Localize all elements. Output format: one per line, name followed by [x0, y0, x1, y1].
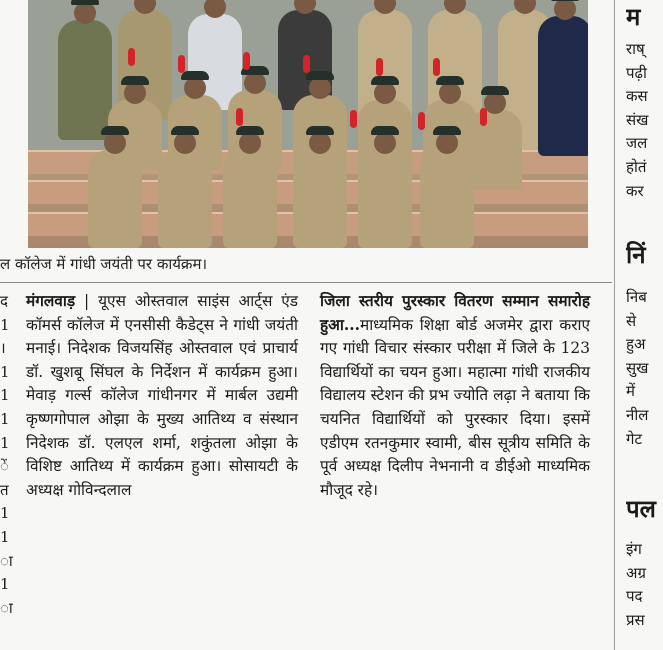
edge-char: 1 [0, 504, 10, 523]
beret-plume [178, 55, 185, 73]
text-line: प्रस [626, 610, 645, 629]
article-body: माध्यमिक शिक्षा बोर्ड अजमेर द्वारा कराए गए गांधी विचार संस्कार परीक्षा में जिले के 123 विद्यार्थियों का चयन हुआ। महात्मा गांधी राजकीय विद्यालय स्टेशन की प्रभ ज्योति लढ़ा ने बताया कि चयनित विद्यार्थियों को पुरस्कार दिया। इसमें एडीएम रतनकुमार स्वामी, बीस सूत्रीय समिति के पूर्व अध्यक्ष दिलीप नेभनानी व डीईओ माध्यमिक मौजूद रहे। [320, 315, 590, 499]
beret-plume [350, 110, 357, 128]
article-body: यूएस ओस्तवाल साइंस आर्ट्स एंड कॉमर्स कॉलेज में एनसीसी कैडेट्स ने गांधी जयंती मनाई। निदेशक विजयसिंह ओस्तवाल एवं प्राचार्य डॉ. खुशबू सिंघल के निर्देशन में कार्यक्रम हुआ। मेवाड़ गर्ल्स कॉलेज गांधीनगर में मार्बल उद्यमी कृष्णगोपाल ओझा के मुख्य आतिथ्य व संस्थान निदेशक डॉ. एलएल शर्मा, शकुंतला ओझा के विशिष्ट आतिथ्य में कार्यक्रम हुआ। सोसायटी के अध्यक्ष गोविन्दलाल [26, 292, 298, 499]
photo-cadet [293, 150, 347, 248]
photo-person [538, 16, 588, 156]
beret-plume [433, 58, 440, 76]
edge-char: । [0, 339, 6, 358]
text-line: हुअ [626, 335, 646, 354]
edge-char: ें [0, 457, 9, 476]
photo-cadet [158, 150, 212, 248]
edge-char: 1 [0, 527, 10, 546]
photo-cadet [420, 150, 474, 248]
text-line: राष् [626, 40, 645, 58]
photo-caption: ल कॉलेज में गांधी जयंती पर कार्यक्रम। [0, 255, 208, 273]
text-line: नील [626, 405, 649, 424]
text-line: अग्र [626, 563, 646, 582]
cadets-photo [28, 0, 588, 248]
text-line: इंग [626, 540, 642, 558]
edge-char: ा [0, 551, 13, 570]
edge-char: त [0, 480, 9, 499]
article-award-ceremony [320, 290, 590, 502]
column-divider [614, 0, 615, 650]
article-gandhi-jayanti [26, 290, 298, 502]
photo-cadet [223, 150, 277, 248]
divider [0, 282, 612, 283]
edge-char: ा [0, 598, 13, 617]
photo-cadet [88, 150, 142, 248]
text-line: निब [626, 288, 647, 306]
text-line: कर [626, 181, 644, 200]
dateline: मंगलवाड़ [26, 292, 76, 310]
text-line: जल [626, 134, 648, 153]
text-line: गेट [626, 429, 643, 448]
edge-char: 1 [0, 575, 10, 594]
text-line: में [626, 382, 635, 401]
text-line: पढ़ी [626, 63, 647, 82]
right-column-text [626, 286, 663, 451]
beret-plume [376, 58, 383, 76]
right-column-heading: म [626, 3, 641, 31]
text-line: पद [626, 587, 643, 606]
photo-cadet [468, 110, 522, 190]
edge-char: 1 [0, 362, 10, 381]
left-column-edge [0, 290, 13, 620]
edge-char: द [0, 292, 8, 310]
text-line: कस [626, 87, 648, 106]
photo-cadet [358, 150, 412, 248]
right-column-text [626, 38, 663, 203]
text-line: होतं [626, 157, 647, 176]
right-column-heading: पल [626, 495, 656, 523]
article-headline: जिला स्तरीय पुरस्कार वितरण सम्मान समारोह हुआ... [320, 292, 590, 334]
beret-plume [236, 108, 243, 126]
right-column-heading: निं [626, 241, 646, 269]
edge-char: 1 [0, 433, 10, 452]
edge-char: 1 [0, 409, 10, 428]
edge-char: 1 [0, 315, 10, 334]
beret-plume [480, 108, 487, 126]
text-line: से [626, 311, 637, 330]
edge-char: 1 [0, 386, 10, 405]
beret-plume [243, 52, 250, 70]
beret-plume [128, 48, 135, 66]
text-line: सुख [626, 358, 649, 377]
right-column-text [626, 538, 663, 632]
dateline-separator: | [84, 292, 90, 310]
photo-person [58, 20, 112, 140]
beret-plume [418, 112, 425, 130]
beret-plume [303, 55, 310, 73]
text-line: संख [626, 110, 649, 129]
